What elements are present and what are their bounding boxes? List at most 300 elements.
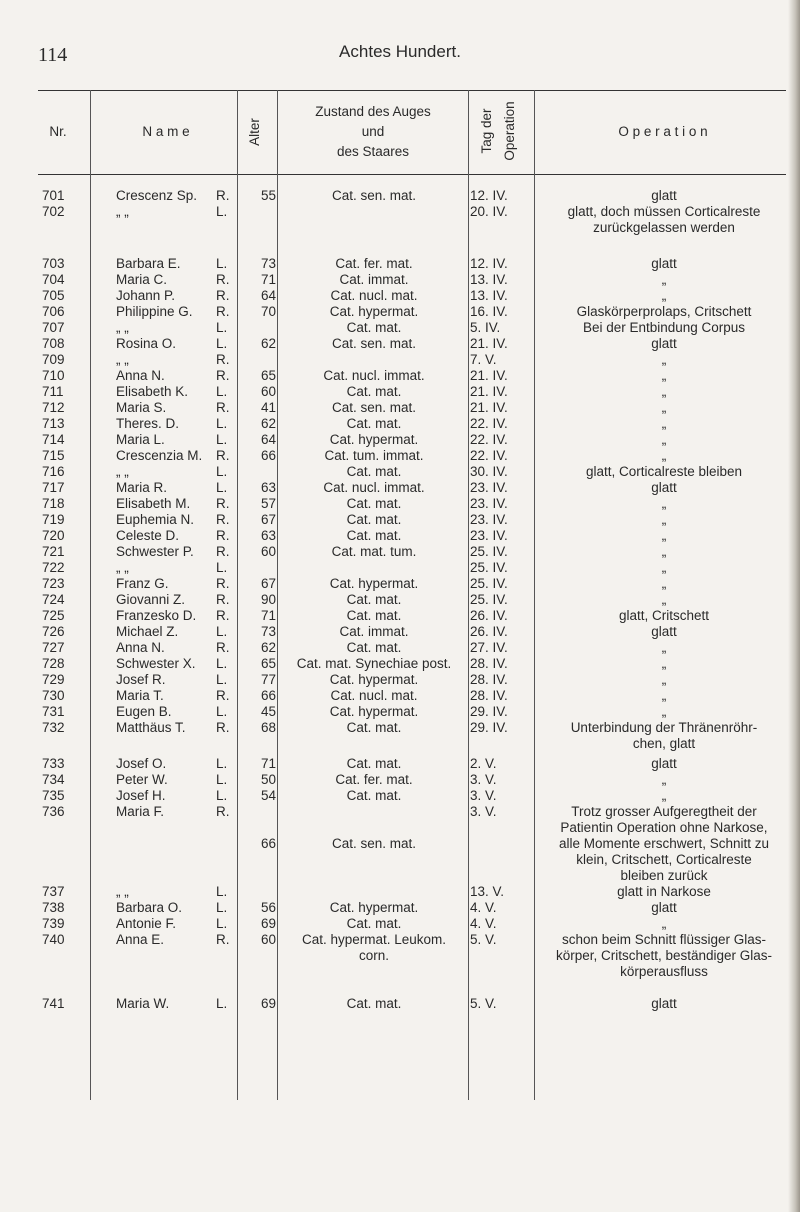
cell-name: Euphemia N. — [116, 512, 195, 527]
cell-side: R. — [216, 608, 230, 623]
cell-name: „ „ — [116, 352, 129, 367]
cell-age: 50 — [260, 772, 276, 787]
cell-op: glatt, Critschett — [618, 608, 710, 623]
cell-nr: 706 — [42, 304, 65, 319]
cell-side: R. — [216, 688, 230, 703]
cell-name: Crescenz Sp. — [116, 188, 198, 203]
cell-name: Schwester X. — [116, 656, 196, 671]
cell-nr: 730 — [42, 688, 65, 703]
cell-op: „ — [661, 528, 667, 543]
cell-state: Cat. mat. — [346, 528, 402, 543]
cell-op: glatt, doch müssen Corticalreste — [567, 204, 761, 219]
cell-name: „ „ — [116, 320, 129, 335]
page-edge-shadow — [788, 0, 800, 1212]
cell-nr: 705 — [42, 288, 65, 303]
cell-nr: 729 — [42, 672, 65, 687]
cell-op: glatt — [651, 256, 677, 271]
cell-state: Cat. fer. mat. — [335, 772, 413, 787]
cell-side: R. — [216, 400, 230, 415]
cell-side: L. — [216, 464, 228, 479]
cell-nr: 726 — [42, 624, 65, 639]
cell-side: L. — [216, 756, 228, 771]
cell-state: Cat. fer. mat. — [335, 256, 413, 271]
cell-nr: 734 — [42, 772, 65, 787]
cell-state: Cat. mat. — [346, 496, 402, 511]
cell-nr: 732 — [42, 720, 65, 735]
cell-side: R. — [216, 576, 230, 591]
cell-side: R. — [216, 932, 230, 947]
cell-op: „ — [661, 352, 667, 367]
cell-age: 77 — [260, 672, 276, 687]
cell-age: 45 — [260, 704, 276, 719]
cell-day: 30. IV. — [470, 464, 508, 479]
cell-state: Cat. hypermat. — [329, 432, 419, 447]
cell-op: klein, Critschett, Corticalreste — [576, 852, 752, 867]
cell-op: „ — [661, 688, 667, 703]
cell-state: Cat. sen. mat. — [331, 188, 417, 203]
cell-op: „ — [661, 544, 667, 559]
cell-day: 5. V. — [470, 932, 497, 947]
cell-side: L. — [216, 416, 228, 431]
cell-name: Barbara E. — [116, 256, 181, 271]
cell-op: „ — [661, 788, 667, 803]
cell-nr: 707 — [42, 320, 65, 335]
cell-side: L. — [216, 384, 228, 399]
cell-name: Elisabeth K. — [116, 384, 189, 399]
cell-name: Maria T. — [116, 688, 164, 703]
cell-state: Cat. nucl. immat. — [323, 480, 425, 495]
cell-day: 4. V. — [470, 916, 497, 931]
table-top-rule — [38, 90, 786, 91]
cell-day: 12. IV. — [470, 256, 508, 271]
cell-state: Cat. tum. immat. — [324, 448, 424, 463]
cell-side: L. — [216, 432, 228, 447]
cell-day: 21. IV. — [470, 400, 508, 415]
cell-side: L. — [216, 788, 228, 803]
cell-nr: 703 — [42, 256, 65, 271]
cell-side: L. — [216, 336, 228, 351]
cell-day: 26. IV. — [470, 624, 508, 639]
header-nr: Nr. — [49, 124, 67, 139]
cell-day: 29. IV. — [470, 704, 508, 719]
cell-day: 28. IV. — [470, 656, 508, 671]
cell-state: Cat. mat. — [346, 640, 402, 655]
header-operation-date: Operation — [502, 101, 517, 161]
cell-state: Cat. hypermat. Leukom. — [301, 932, 447, 947]
cell-nr: 704 — [42, 272, 65, 287]
cell-state: Cat. nucl. immat. — [323, 368, 425, 383]
cell-side: R. — [216, 272, 230, 287]
cell-side: R. — [216, 592, 230, 607]
cell-state: Cat. hypermat. — [329, 304, 419, 319]
running-head: Achtes Hundert. — [339, 42, 461, 61]
cell-op: „ — [661, 496, 667, 511]
cell-op: glatt in Narkose — [617, 884, 711, 899]
cell-age: 67 — [260, 512, 276, 527]
cell-state: Cat. hypermat. — [329, 672, 419, 687]
cell-age: 65 — [260, 368, 276, 383]
cell-state: Cat. mat. — [346, 916, 402, 931]
cell-op: „ — [661, 576, 667, 591]
cell-day: 29. IV. — [470, 720, 508, 735]
cell-op: Trotz grosser Aufgeregtheit der — [571, 804, 757, 819]
cell-state: Cat. mat. — [346, 384, 402, 399]
cell-day: 12. IV. — [470, 188, 508, 203]
cell-day: 25. IV. — [470, 576, 508, 591]
cell-state: Cat. sen. mat. — [331, 400, 417, 415]
cell-state: Cat. immat. — [339, 272, 409, 287]
cell-op: Glaskörperprolaps, Critschett — [576, 304, 752, 319]
cell-op: glatt — [651, 900, 677, 915]
cell-side: L. — [216, 256, 228, 271]
header-zustand-3: des Staares — [336, 144, 410, 159]
cell-age: 69 — [260, 916, 276, 931]
cell-age: 41 — [260, 400, 276, 415]
cell-name: Philippine G. — [116, 304, 193, 319]
cell-nr: 731 — [42, 704, 65, 719]
cell-age: 55 — [260, 188, 276, 203]
cell-op: „ — [661, 448, 667, 463]
cell-name: Crescenzia M. — [116, 448, 203, 463]
cell-age: 66 — [260, 688, 276, 703]
cell-age: 73 — [260, 624, 276, 639]
cell-op: glatt — [651, 624, 677, 639]
cell-nr: 740 — [42, 932, 65, 947]
cell-state: Cat. nucl. mat. — [330, 288, 418, 303]
cell-nr: 722 — [42, 560, 65, 575]
cell-name: Maria W. — [116, 996, 170, 1011]
header-zustand-2: und — [361, 124, 385, 139]
cell-side: R. — [216, 448, 230, 463]
cell-side: L. — [216, 900, 228, 915]
cell-day: 5. IV. — [470, 320, 501, 335]
cell-day: 13. IV. — [470, 288, 508, 303]
header-name: N a m e — [142, 124, 190, 139]
cell-day: 2. V. — [470, 756, 497, 771]
cell-age: 68 — [260, 720, 276, 735]
cell-age: 54 — [260, 788, 276, 803]
cell-op: „ — [661, 560, 667, 575]
cell-state: Cat. mat. — [346, 592, 402, 607]
cell-side: L. — [216, 884, 228, 899]
cell-day: 5. V. — [470, 996, 497, 1011]
cell-day: 3. V. — [470, 772, 497, 787]
cell-op: Unterbindung der Thränenröhr- — [570, 720, 758, 735]
cell-day: 28. IV. — [470, 672, 508, 687]
cell-nr: 736 — [42, 804, 65, 819]
cell-op: glatt — [651, 756, 677, 771]
cell-age: 60 — [260, 544, 276, 559]
cell-day: 20. IV. — [470, 204, 508, 219]
cell-name: Schwester P. — [116, 544, 194, 559]
cell-name: Josef O. — [116, 756, 167, 771]
cell-op: glatt — [651, 188, 677, 203]
cell-nr: 710 — [42, 368, 65, 383]
cell-age: 63 — [260, 528, 276, 543]
header-zustand-1: Zustand des Auges — [315, 104, 431, 119]
cell-side: R. — [216, 804, 230, 819]
cell-age: 66 — [260, 448, 276, 463]
cell-age: 62 — [260, 336, 276, 351]
cell-day: 4. V. — [470, 900, 497, 915]
cell-name: Anna E. — [116, 932, 165, 947]
cell-name: Michael Z. — [116, 624, 179, 639]
cell-nr: 711 — [42, 384, 64, 399]
cell-age: 67 — [260, 576, 276, 591]
cell-side: R. — [216, 512, 230, 527]
cell-state: Cat. hypermat. — [329, 900, 419, 915]
cell-op: schon beim Schnitt flüssiger Glas- — [561, 932, 767, 947]
cell-day: 25. IV. — [470, 560, 508, 575]
cell-age: 71 — [260, 272, 276, 287]
cell-state: Cat. mat. — [346, 320, 402, 335]
cell-age: 71 — [260, 756, 276, 771]
cell-age: 56 — [260, 900, 276, 915]
cell-side: R. — [216, 720, 230, 735]
cell-nr: 717 — [42, 480, 65, 495]
cell-op: bleiben zurück — [620, 868, 708, 883]
cell-nr: 724 — [42, 592, 65, 607]
cell-side: R. — [216, 496, 230, 511]
cell-nr: 719 — [42, 512, 65, 527]
cell-nr: 701 — [42, 188, 65, 203]
cell-state: Cat. mat. — [346, 720, 402, 735]
cell-name: Maria C. — [116, 272, 168, 287]
cell-nr: 715 — [42, 448, 65, 463]
cell-nr: 713 — [42, 416, 65, 431]
header-operation: O p e r a t i o n — [618, 124, 708, 139]
cell-name: Peter W. — [116, 772, 168, 787]
cell-side: R. — [216, 544, 230, 559]
cell-age: 57 — [260, 496, 276, 511]
cell-state: corn. — [358, 948, 389, 963]
cell-state: Cat. nucl. mat. — [330, 688, 418, 703]
column-divider — [468, 90, 469, 1100]
cell-name: Matthäus T. — [116, 720, 186, 735]
cell-op: „ — [661, 416, 667, 431]
cell-nr: 723 — [42, 576, 65, 591]
cell-nr: 702 — [42, 204, 65, 219]
cell-nr: 728 — [42, 656, 65, 671]
cell-op: Patientin Operation ohne Narkose, — [560, 820, 768, 835]
cell-nr: 712 — [42, 400, 65, 415]
cell-state: Cat. mat. — [346, 512, 402, 527]
cell-state: Cat. mat. — [346, 788, 402, 803]
cell-name: Maria R. — [116, 480, 168, 495]
cell-op: chen, glatt — [632, 736, 696, 751]
cell-op: „ — [661, 672, 667, 687]
cell-name: Anna N. — [116, 640, 165, 655]
cell-day: 25. IV. — [470, 592, 508, 607]
cell-op: „ — [661, 592, 667, 607]
cell-state: Cat. hypermat. — [329, 576, 419, 591]
cell-name: Eugen B. — [116, 704, 172, 719]
cell-state: Cat. mat. — [346, 756, 402, 771]
cell-state: Cat. mat. — [346, 464, 402, 479]
cell-nr: 721 — [42, 544, 65, 559]
cell-day: 23. IV. — [470, 528, 508, 543]
cell-op: Bei der Entbindung Corpus — [582, 320, 746, 335]
cell-day: 16. IV. — [470, 304, 508, 319]
cell-side: L. — [216, 320, 228, 335]
cell-name: Elisabeth M. — [116, 496, 191, 511]
cell-nr: 737 — [42, 884, 65, 899]
cell-side: L. — [216, 916, 228, 931]
cell-name: Josef H. — [116, 788, 166, 803]
cell-op: glatt — [651, 336, 677, 351]
cell-name: „ „ — [116, 884, 129, 899]
cell-age: 70 — [260, 304, 276, 319]
cell-nr: 718 — [42, 496, 65, 511]
cell-op: „ — [661, 432, 667, 447]
cell-op: „ — [661, 512, 667, 527]
cell-age: 65 — [260, 656, 276, 671]
cell-day: 23. IV. — [470, 480, 508, 495]
page-number: 114 — [38, 44, 68, 66]
cell-state: Cat. immat. — [339, 624, 409, 639]
cell-nr: 738 — [42, 900, 65, 915]
cell-op: „ — [661, 916, 667, 931]
cell-op: „ — [661, 368, 667, 383]
cell-op: „ — [661, 400, 667, 415]
cell-op: körper, Critschett, beständiger Glas- — [555, 948, 773, 963]
cell-day: 22. IV. — [470, 416, 508, 431]
cell-state: Cat. sen. mat. — [331, 336, 417, 351]
cell-age: 69 — [260, 996, 276, 1011]
cell-op: „ — [661, 288, 667, 303]
cell-name: Maria S. — [116, 400, 167, 415]
cell-name: Giovanni Z. — [116, 592, 186, 607]
cell-state: Cat. sen. mat. — [331, 836, 417, 851]
cell-op: „ — [661, 272, 667, 287]
cell-op: „ — [661, 384, 667, 399]
cell-name: „ „ — [116, 560, 129, 575]
cell-side: R. — [216, 188, 230, 203]
cell-op: glatt — [651, 996, 677, 1011]
cell-op: glatt — [651, 480, 677, 495]
cell-day: 22. IV. — [470, 432, 508, 447]
cell-age: 64 — [260, 288, 276, 303]
header-tag: Tag der — [479, 108, 494, 154]
cell-nr: 725 — [42, 608, 65, 623]
column-divider — [277, 90, 278, 1100]
cell-age: 62 — [260, 416, 276, 431]
cell-nr: 741 — [42, 996, 65, 1011]
cell-name: Johann P. — [116, 288, 176, 303]
table-header-rule — [38, 174, 786, 175]
cell-age: 73 — [260, 256, 276, 271]
cell-side: R. — [216, 352, 230, 367]
cell-day: 28. IV. — [470, 688, 508, 703]
cell-age: 90 — [260, 592, 276, 607]
cell-name: Rosina O. — [116, 336, 177, 351]
cell-nr: 720 — [42, 528, 65, 543]
cell-nr: 714 — [42, 432, 65, 447]
cell-state: Cat. mat. Synechiae post. — [296, 656, 452, 671]
header-alter: Alter — [247, 118, 262, 146]
cell-side: L. — [216, 996, 228, 1011]
cell-age: 66 — [260, 836, 276, 851]
cell-day: 26. IV. — [470, 608, 508, 623]
cell-side: R. — [216, 304, 230, 319]
cell-side: R. — [216, 288, 230, 303]
cell-op: „ — [661, 640, 667, 655]
cell-name: Celeste D. — [116, 528, 180, 543]
cell-age: 62 — [260, 640, 276, 655]
column-divider — [534, 90, 535, 1100]
cell-op: alle Momente erschwert, Schnitt zu — [558, 836, 770, 851]
cell-side: R. — [216, 528, 230, 543]
cell-name: Anna N. — [116, 368, 165, 383]
cell-state: Cat. mat. tum. — [331, 544, 417, 559]
cell-day: 27. IV. — [470, 640, 508, 655]
cell-op: „ — [661, 656, 667, 671]
cell-age: 60 — [260, 932, 276, 947]
cell-name: Franz G. — [116, 576, 169, 591]
cell-op: glatt, Corticalreste bleiben — [585, 464, 743, 479]
cell-side: L. — [216, 624, 228, 639]
cell-day: 21. IV. — [470, 368, 508, 383]
cell-day: 7. V. — [470, 352, 497, 367]
cell-name: Theres. D. — [116, 416, 180, 431]
cell-name: Maria L. — [116, 432, 165, 447]
cell-state: Cat. mat. — [346, 996, 402, 1011]
cell-side: L. — [216, 656, 228, 671]
cell-day: 22. IV. — [470, 448, 508, 463]
cell-side: L. — [216, 480, 228, 495]
cell-day: 23. IV. — [470, 512, 508, 527]
cell-age: 71 — [260, 608, 276, 623]
cell-nr: 735 — [42, 788, 65, 803]
cell-side: L. — [216, 672, 228, 687]
cell-state: Cat. hypermat. — [329, 704, 419, 719]
cell-name: „ „ — [116, 464, 129, 479]
cell-day: 3. V. — [470, 788, 497, 803]
cell-day: 23. IV. — [470, 496, 508, 511]
cell-state: Cat. mat. — [346, 608, 402, 623]
cell-name: „ „ — [116, 204, 129, 219]
cell-op: körperausfluss — [620, 964, 708, 979]
cell-day: 13. V. — [470, 884, 505, 899]
cell-age: 63 — [260, 480, 276, 495]
cell-nr: 733 — [42, 756, 65, 771]
cell-day: 3. V. — [470, 804, 497, 819]
cell-name: Josef R. — [116, 672, 166, 687]
cell-day: 25. IV. — [470, 544, 508, 559]
cell-nr: 708 — [42, 336, 65, 351]
cell-name: Barbara O. — [116, 900, 183, 915]
column-divider — [90, 90, 91, 1100]
cell-name: Franzesko D. — [116, 608, 197, 623]
cell-side: R. — [216, 368, 230, 383]
cell-op: „ — [661, 772, 667, 787]
cell-side: L. — [216, 204, 228, 219]
cell-nr: 716 — [42, 464, 65, 479]
cell-age: 60 — [260, 384, 276, 399]
cell-day: 21. IV. — [470, 384, 508, 399]
cell-op: zurückgelassen werden — [593, 220, 735, 235]
cell-name: Antonie F. — [116, 916, 177, 931]
cell-op: „ — [661, 704, 667, 719]
cell-nr: 709 — [42, 352, 65, 367]
cell-side: L. — [216, 704, 228, 719]
column-divider — [237, 90, 238, 1100]
cell-age: 64 — [260, 432, 276, 447]
cell-nr: 727 — [42, 640, 65, 655]
cell-name: Maria F. — [116, 804, 165, 819]
cell-day: 21. IV. — [470, 336, 508, 351]
cell-side: L. — [216, 772, 228, 787]
